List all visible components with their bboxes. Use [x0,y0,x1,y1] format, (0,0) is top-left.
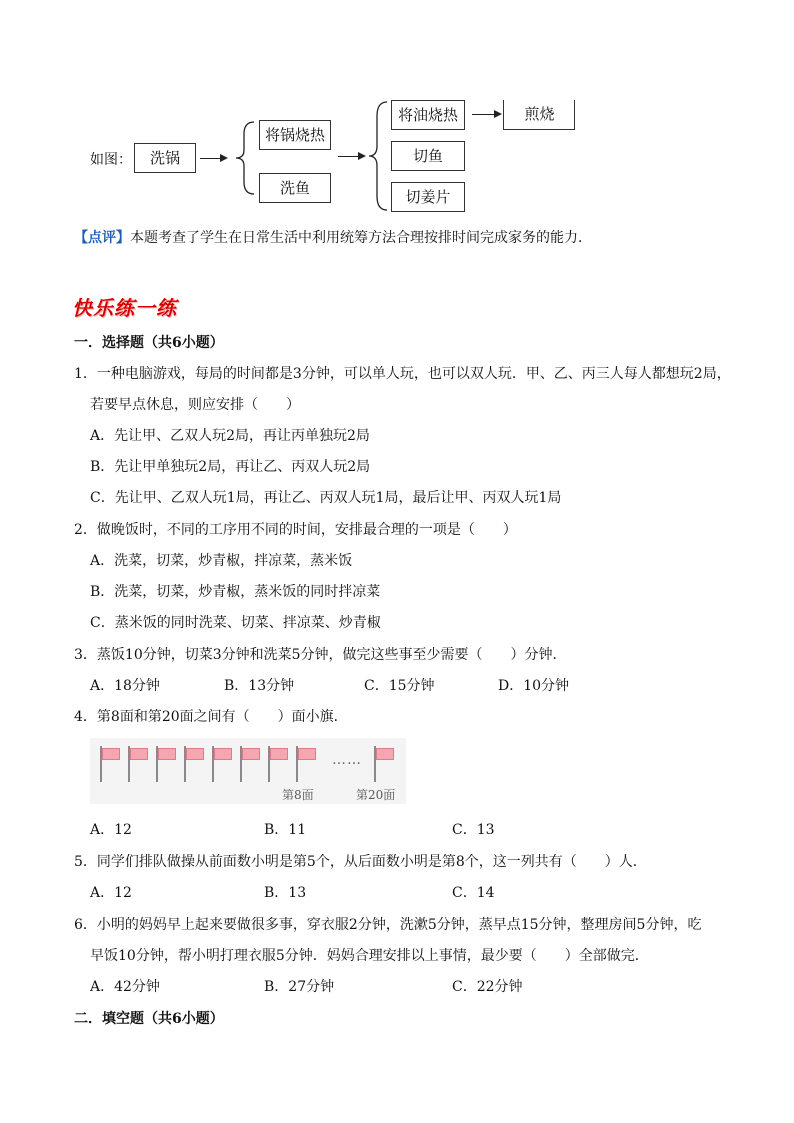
review-line [74,228,592,248]
review-text: 本题考查了学生在日常生活中利用统筹方法合理按排时间完成家务的能力． [130,230,592,246]
q1-option-c[interactable]: C．先让甲、乙双人玩1局，再让乙、丙双人玩1局，最后让甲、丙双人玩1局 [90,490,562,506]
flag-icon [238,746,264,782]
step-cut-ginger: 切姜片 [391,182,465,212]
q5-option-a[interactable]: A．12 [90,885,132,901]
q6-option-a[interactable]: A．42分钟 [90,979,160,995]
flag-label-20: 第20面 [356,788,396,802]
part2-heading: 二．填空题（共6小题） [74,1011,224,1027]
flag-icon [372,746,398,782]
q1-stem-line1: 1．一种电脑游戏，每局的时间都是3分钟，可以单人玩，也可以双人玩．甲、乙、丙三人每人都想玩2局， [74,366,731,382]
step-cut-fish: 切鱼 [391,141,465,171]
flag-icon [210,746,236,782]
brace-2-icon [367,100,389,212]
q3-stem: 3．蒸饭10分钟，切菜3分钟和洗菜5分钟，做完这些事至少需要（ ）分钟． [74,647,567,663]
q4-option-a[interactable]: A．12 [90,822,132,838]
arrow-2 [338,156,360,157]
step-heat-oil: 将油烧热 [391,100,465,130]
part1-heading: 一．选择题（共6小题） [74,335,224,351]
flag-icon [98,746,124,782]
flag-icon [126,746,152,782]
section-title: 快乐练一练 [72,296,177,320]
brace-1-icon [234,120,256,196]
q6-option-b[interactable]: B．27分钟 [264,979,335,995]
q5-option-c[interactable]: C．14 [452,885,495,901]
fry-box-right-edge [574,100,575,130]
q6-stem-line2: 早饭10分钟，帮小明打理衣服5分钟．妈妈合理安排以上事情，最少要（ ）全部做完． [90,948,649,964]
step-wash-pot: 洗锅 [134,143,196,173]
q4-option-c[interactable]: C．13 [452,822,495,838]
q2-option-b[interactable]: B．洗菜，切菜，炒青椒，蒸米饭的同时拌凉菜 [90,584,381,600]
q3-option-c[interactable]: C．15分钟 [364,678,435,694]
flag-icon [154,746,180,782]
q6-stem-line1: 6．小明的妈妈早上起来要做很多事，穿衣服2分钟，洗漱5分钟，蒸早点15分钟，整理房间5分钟，吃 [74,917,702,933]
q2-option-a[interactable]: A．洗菜，切菜，炒青椒，拌凉菜，蒸米饭 [90,553,353,569]
flags-figure [90,738,406,804]
step-wash-fish: 洗鱼 [259,173,331,203]
flags-ellipsis: …… [332,752,362,768]
q3-option-b[interactable]: B．13分钟 [224,678,295,694]
q5-stem: 5．同学们排队做操从前面数小明是第5个，从后面数小明是第8个，这一列共有（ ）人． [74,854,647,870]
q5-option-b[interactable]: B．13 [264,885,307,901]
q1-option-a[interactable]: A．先让甲、乙双人玩2局，再让丙单独玩2局 [90,428,370,444]
arrow-3-head [494,110,502,118]
flag-icon [294,746,320,782]
step-heat-pot: 将锅烧热 [259,120,331,150]
diagram-prefix: 如图： [90,152,132,168]
review-tag: 【点评】 [74,230,130,246]
q6-option-c[interactable]: C．22分钟 [452,979,523,995]
q1-option-b[interactable]: B．先让甲单独玩2局，再让乙、丙双人玩2局 [90,459,371,475]
flag-label-8: 第8面 [282,788,314,802]
q4-stem: 4．第8面和第20面之间有（ ）面小旗． [74,709,348,725]
flag-icon [182,746,208,782]
q1-stem-line2: 若要早点休息，则应安排（ ） [90,397,300,413]
arrow-1 [200,158,222,159]
arrow-3 [472,114,496,115]
q4-option-b[interactable]: B．11 [264,822,307,838]
arrow-1-head [220,154,228,162]
q2-stem: 2．做晚饭时，不同的工序用不同的时间，安排最合理的一项是（ ） [74,522,517,538]
step-fry: 煎烧 [503,100,575,130]
q2-option-c[interactable]: C．蒸米饭的同时洗菜、切菜、拌凉菜、炒青椒 [90,615,381,631]
q3-option-d[interactable]: D．10分钟 [498,678,570,694]
q3-option-a[interactable]: A．18分钟 [90,678,160,694]
flag-icon [266,746,292,782]
arrow-2-head [358,152,366,160]
